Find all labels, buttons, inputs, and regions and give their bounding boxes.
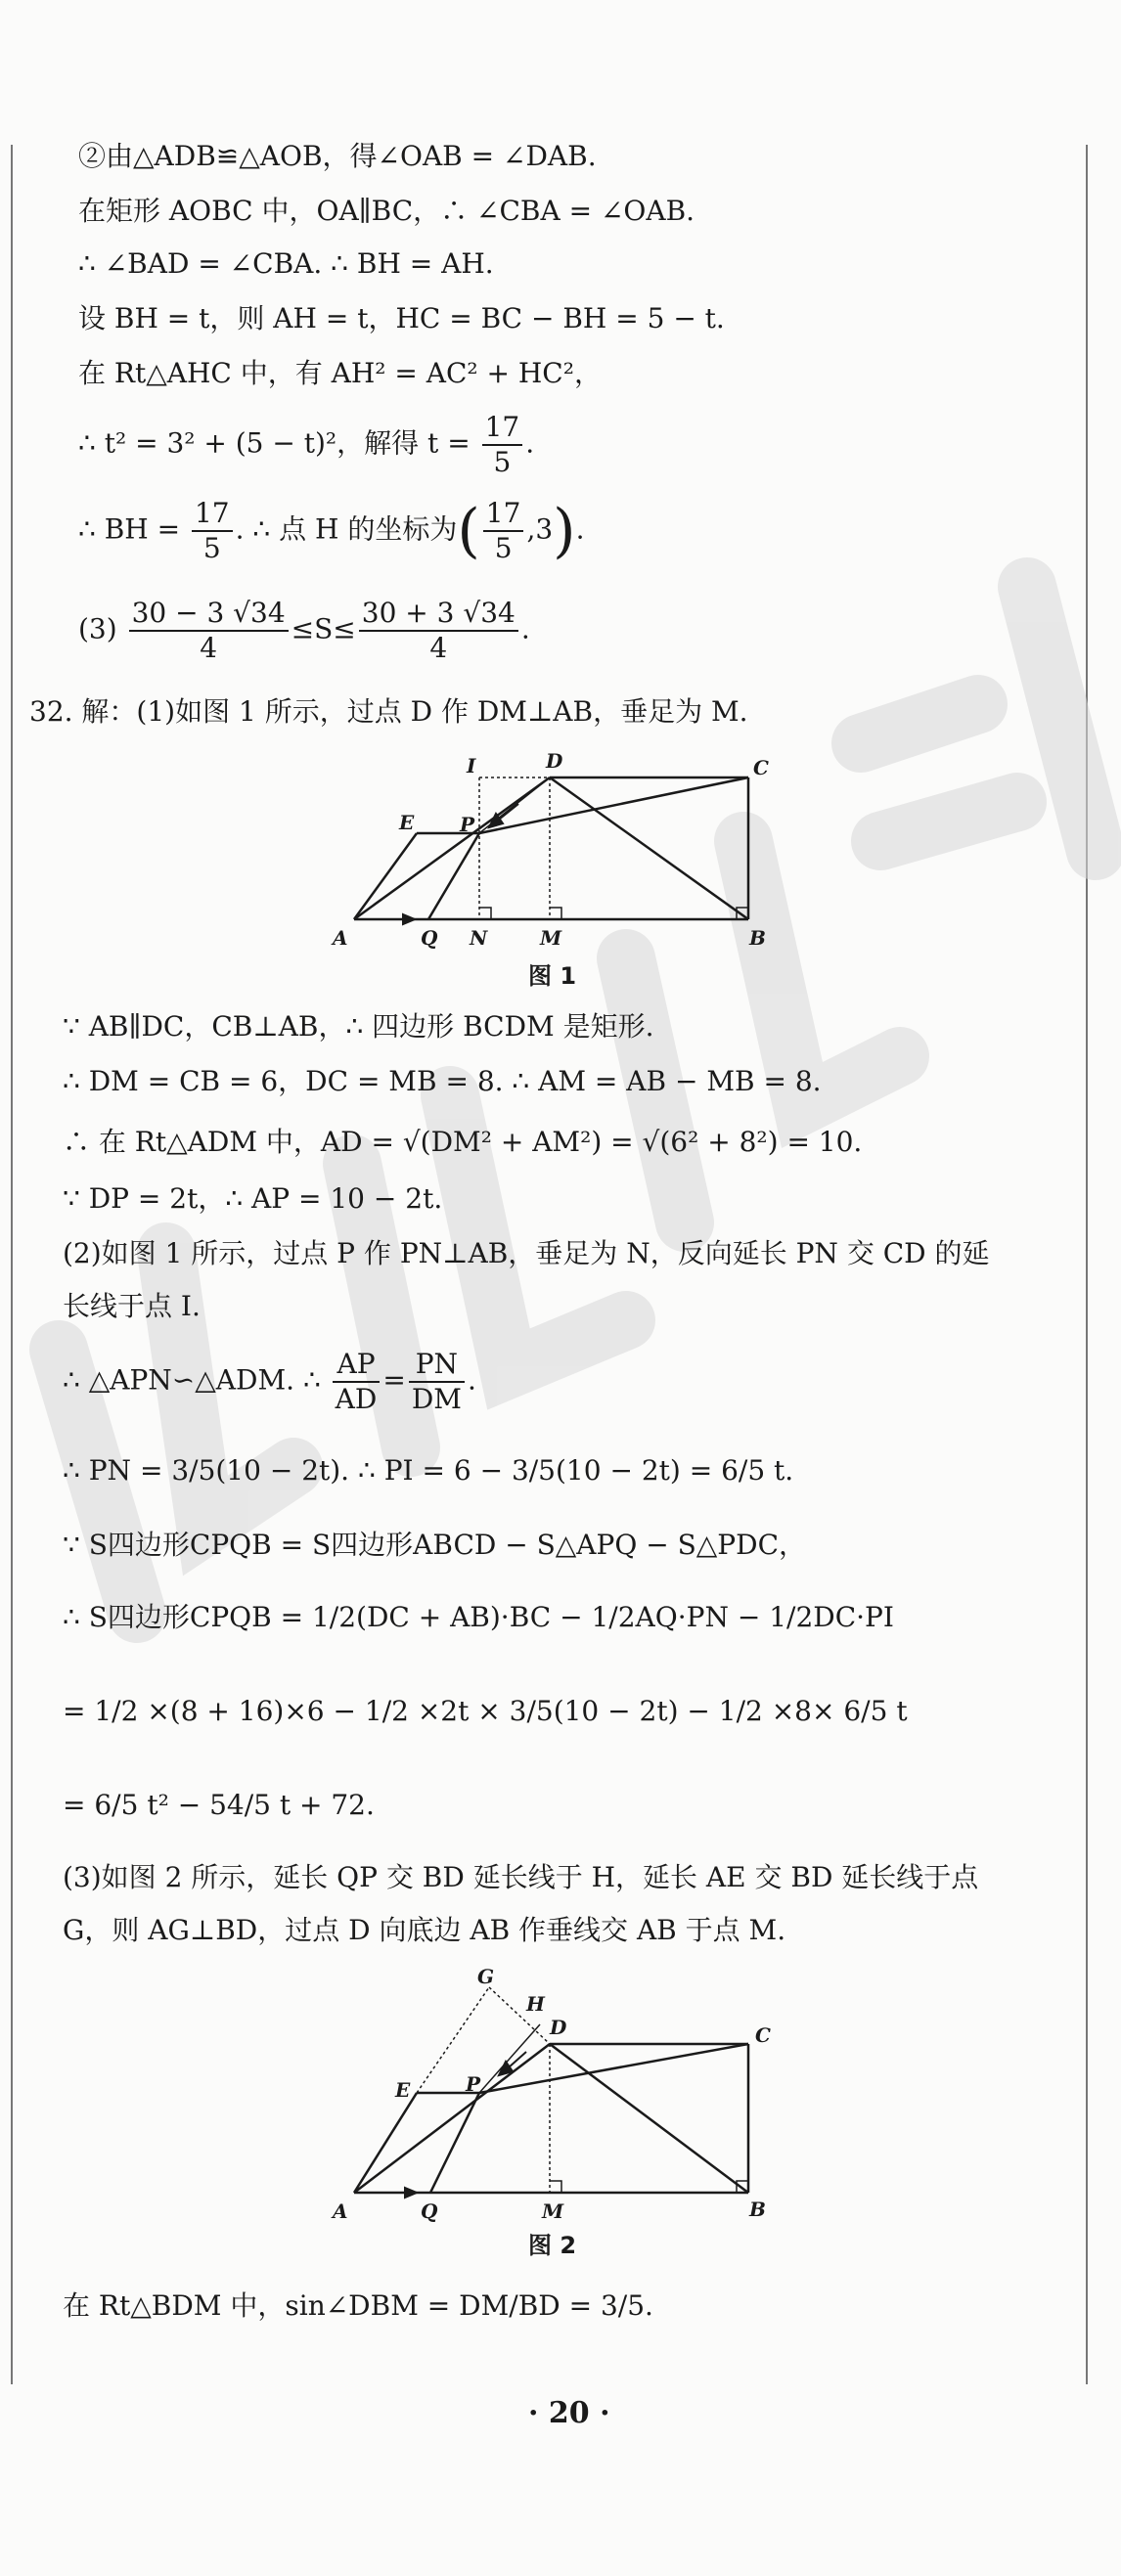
line-pn-pi: ∴ PN = 3/5(10 − 2t). ∴ PI = 6 − 3/5(10 − 2t) = 6/5 t.	[63, 1454, 794, 1487]
line-pythagoras: 在 Rt△AHC 中，有 AH² = AC² + HC²，	[78, 357, 602, 389]
part3-label: (3)	[78, 612, 117, 645]
segment-qp	[430, 2093, 479, 2193]
line-congruence: ②由△ADB≌△AOB，得∠OAB = ∠DAB.	[78, 140, 597, 172]
bh-text: ∴ BH =	[78, 512, 181, 546]
fraction-pn-dm	[409, 1348, 465, 1416]
inequality-sign: ≤S≤	[291, 612, 356, 645]
fraction-numerator: 30 − 3 √34	[129, 597, 289, 632]
segment-ad	[354, 2044, 550, 2193]
label-p: P	[460, 813, 475, 836]
fraction-numerator: AP	[333, 1348, 381, 1383]
label-c: C	[755, 2023, 771, 2047]
solve-t-text: ∴ t² = 3² + (5 − t)²，解得 t =	[78, 426, 471, 460]
right-frame-line	[1086, 145, 1088, 2384]
label-b: B	[749, 2198, 766, 2221]
line-angle-equal: ∴ ∠BAD = ∠CBA. ∴ BH = AH.	[78, 247, 494, 280]
fraction-denominator: 4	[429, 632, 448, 664]
line-perpendicular: G，则 AG⊥BD，过点 D 向底边 AB 作垂线交 AB 于点 M.	[63, 1914, 786, 1946]
page-number: · 20 ·	[528, 2396, 610, 2430]
line-ad-length: ∴ 在 Rt△ADM 中，AD = √(DM² + AM²) = √(6² + 8²) = 10.	[63, 1126, 863, 1158]
line-part2-intro: (2)如图 1 所示，过点 P 作 PN⊥AB，垂足为 N，反向延长 PN 交 CD 的延	[63, 1237, 990, 1269]
label-e: E	[395, 2078, 411, 2102]
figure-2-diagram	[323, 1966, 792, 2230]
line-solve-t: ∴ t² = 3² + (5 − t)²，解得 t = $\frac{17}{5}$ .	[78, 411, 535, 478]
figure-2-caption: 图 2	[528, 2232, 577, 2259]
segment-db	[550, 2044, 748, 2193]
line-similar	[63, 1348, 476, 1416]
label-e: E	[399, 811, 415, 834]
segment-ae	[354, 833, 417, 919]
line-problem-32: 32. 解：(1)如图 1 所示，过点 D 作 DM⊥AB，垂足为 M.	[29, 695, 748, 728]
fraction-h-x	[483, 497, 524, 565]
fraction-upper-bound	[359, 597, 518, 665]
label-q: Q	[421, 2199, 438, 2223]
coord-y: ,3	[526, 512, 554, 546]
line-area-result: = 6/5 t² − 54/5 t + 72.	[63, 1789, 375, 1821]
fraction-denominator: 5	[494, 532, 513, 564]
segment-pc	[479, 777, 748, 833]
line-part3-intro: (3)如图 2 所示，延长 QP 交 BD 延长线于 H，延长 AE 交 BD 延长线于点	[63, 1861, 979, 1893]
coord-text: . ∴ 点 H 的坐标为	[235, 512, 458, 546]
label-a: A	[333, 926, 348, 950]
label-q: Q	[421, 926, 438, 950]
label-m: M	[542, 2199, 564, 2223]
line-range-s: (3) $\frac{30 - 3 √34}{4}$ ≤S≤ $\frac{30 + 3 √34}{4}$ .	[78, 597, 530, 664]
label-g: G	[477, 1966, 495, 1988]
fraction-denominator: AD	[335, 1383, 378, 1415]
fraction-denominator: 4	[200, 632, 218, 664]
fraction-numerator: 17	[192, 497, 233, 532]
segment-pc	[479, 2044, 748, 2093]
fraction-lower-bound	[129, 597, 289, 665]
segment-ae	[354, 2093, 417, 2193]
label-m: M	[540, 926, 562, 950]
fraction-numerator: 30 + 3 √34	[359, 597, 518, 632]
label-d: D	[546, 749, 563, 773]
similar-text: ∴ △APN∽△ADM. ∴	[63, 1363, 321, 1397]
line-point-h: ∴ BH = $\frac{17}{5}$ . ∴ 点 H 的坐标为( $\frac{17}{5}$ ,3).	[78, 497, 585, 565]
line-ap: ∵ DP = 2t，∴ AP = 10 − 2t.	[63, 1182, 443, 1215]
period: .	[467, 1363, 476, 1397]
fraction-denominator: DM	[411, 1383, 462, 1415]
fraction-ap-ad	[333, 1348, 381, 1416]
line-set-bh: 设 BH = t，则 AH = t，HC = BC − BH = 5 − t.	[78, 302, 725, 334]
line-point-i: 长线于点 I.	[63, 1290, 201, 1322]
line-area-substitution: = 1/2 ×(8 + 16)×6 − 1/2 ×2t × 3/5(10 − 2t) − 1/2 ×8× 6/5 t	[63, 1695, 908, 1727]
fraction-numerator: 17	[483, 497, 524, 532]
label-a: A	[333, 2199, 348, 2223]
line-rectangle-bcdm: ∵ AB∥DC，CB⊥AB，∴ 四边形 BCDM 是矩形.	[63, 1010, 654, 1043]
line-sine: 在 Rt△BDM 中，sin∠DBM = DM/BD = 3/5.	[63, 2289, 653, 2322]
fraction-numerator: PN	[409, 1348, 465, 1383]
fraction-denominator: 5	[493, 446, 512, 478]
line-lengths: ∴ DM = CB = 6，DC = MB = 8. ∴ AM = AB − MB = 8.	[63, 1065, 822, 1097]
label-d: D	[550, 2016, 567, 2039]
fraction-bh	[192, 497, 233, 565]
label-c: C	[753, 756, 769, 779]
line-rectangle-parallel: 在矩形 AOBC 中，OA∥BC，∴ ∠CBA = ∠OAB.	[78, 195, 695, 227]
segment-ad	[354, 777, 550, 919]
fraction-numerator: 17	[482, 411, 523, 446]
figure-1-caption: 图 1	[528, 962, 577, 990]
label-p: P	[466, 2072, 481, 2096]
figure-1-diagram	[323, 743, 792, 958]
fraction-denominator: 5	[202, 532, 221, 564]
label-i: I	[467, 754, 476, 777]
left-frame-line	[11, 145, 13, 2384]
equals-sign: =	[382, 1363, 406, 1397]
line-area-decomposition: ∵ S四边形CPQB = S四边形ABCD − S△APQ − S△PDC，	[63, 1529, 807, 1561]
label-h: H	[526, 1992, 545, 2016]
label-n: N	[470, 926, 488, 950]
fraction-17-5	[482, 411, 523, 479]
line-area-expression: ∴ S四边形CPQB = 1/2(DC + AB)·BC − 1/2AQ·PN − 1/2DC·PI	[63, 1601, 894, 1633]
label-b: B	[749, 926, 766, 950]
